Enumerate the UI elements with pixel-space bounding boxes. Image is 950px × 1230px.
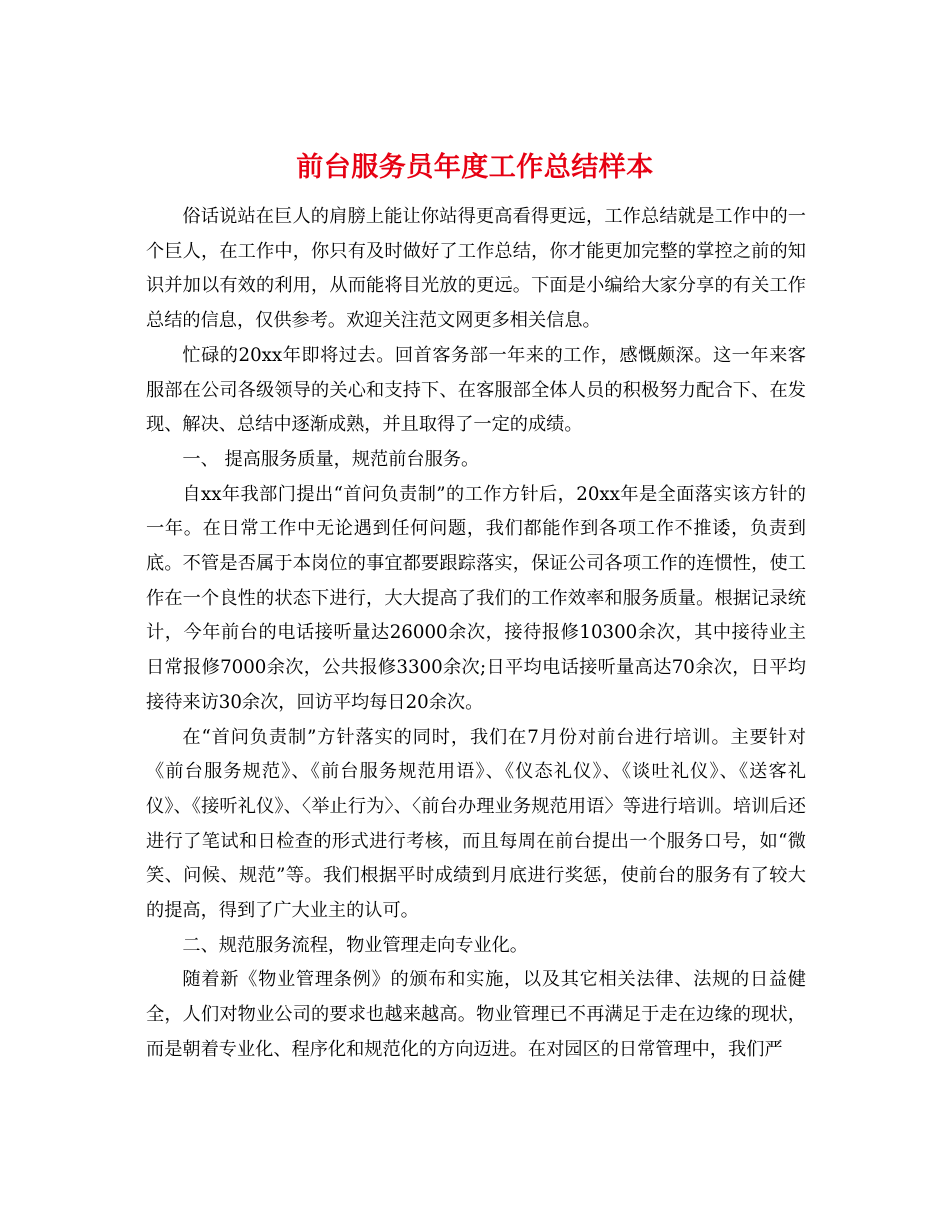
paragraph-intro: 俗话说站在巨人的肩膀上能让你站得更高看得更远，工作总结就是工作中的一个巨人，在工作中，你只有及时做好了工作总结，你才能更加完整的掌控之前的知识并加以有效的利用，从而能将目光放的更远。下面是小编给大家分享的有关工作总结的信息，仅供参考。欢迎关注范文网更多相关信息。: [146, 206, 806, 332]
section-heading-1: 一、 提高服务质量，规范前台服务。: [182, 448, 480, 470]
paragraph-first-responsibility: 自xx年我部门提出“首问负责制”的工作方针后，20xx年是全面落实该方针的一年。在日常工作中无论遇到任何问题，我们都能作到各项工作不推诿，负责到底。不管是否属于本岗位的事宜都要跟踪落实，保证公司各项工作的连惯性，使工作在一个良性的状态下进行，大大提高了我们的工作效率和服务质量。根据记录统计，今年前台的电话接听量达26000余次，接待报修10300余次，其中接待业主日常报修7000余次，公共报修3300余次;日平均电话接听量高达70余次，日平均接待来访30余次，回访平均每日20余次。: [146, 483, 806, 713]
paragraph-training: 在“首问负责制”方针落实的同时，我们在7月份对前台进行培训。主要针对《前台服务规范》、《前台服务规范用语》、《仪态礼仪》、《谈吐礼仪》、《送客礼仪》、《接听礼仪》、〈举止行为〉、〈前台办理业务规范用语〉等进行培训。培训后还进行了笔试和日检查的形式进行考核，而且每周在前台提出一个服务口号，如“微笑、问候、规范”等。我们根据平时成绩到月底进行奖惩，使前台的服务有了较大的提高，得到了广大业主的认可。: [146, 726, 806, 922]
section-heading-2: 二、规范服务流程，物业管理走向专业化。: [182, 934, 528, 956]
paragraph-regulations: 随着新《物业管理条例》的颁布和实施，以及其它相关法律、法规的日益健全，人们对物业公司的要求也越来越高。物业管理已不再满足于走在边缘的现状，而是朝着专业化、程序化和规范化的方向迈进。在对园区的日常管理中，我们严: [146, 969, 806, 1060]
document-body: [146, 200, 806, 1068]
paragraph-overview: 忙碌的20xx年即将过去。回首客务部一年来的工作，感慨颇深。这一年来客服部在公司各级领导的关心和支持下、在客服部全体人员的积极努力配合下、在发现、解决、总结中逐渐成熟，并且取得了一定的成绩。: [146, 344, 806, 436]
document-title: 前台服务员年度工作总结样本: [296, 152, 654, 184]
